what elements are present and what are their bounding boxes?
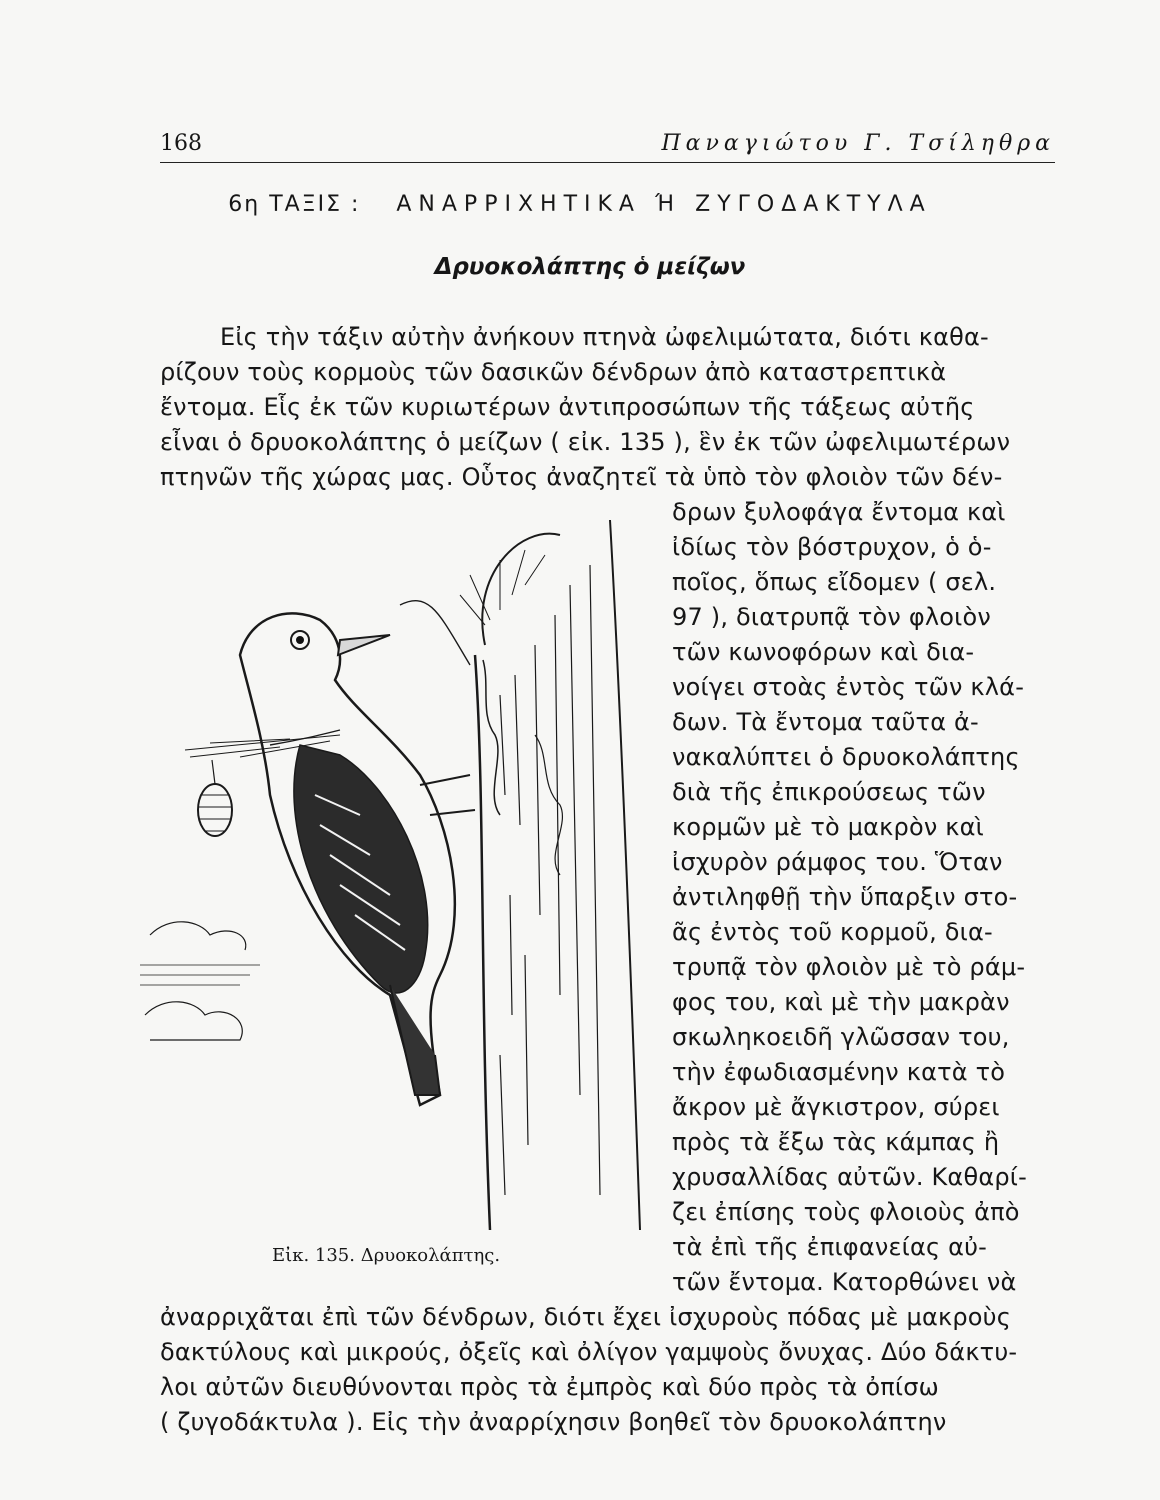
text-line: ἔντομα. Εἷς ἐκ τῶν κυριωτέρων ἀντιπροσώπων τῆς τάξεως αὐτῆς bbox=[160, 393, 975, 421]
text-line: τῶν ἔντομα. Κατορθώνει νὰ bbox=[672, 1268, 1017, 1296]
text-line: δακτύλους καὶ μικρούς, ὀξεῖς καὶ ὀλίγον γαμψοὺς ὄνυχας. Δύο δάκτυ- bbox=[160, 1338, 1018, 1366]
text-line: ( ζυγοδάκτυλα ). Εἰς τὴν ἀναρρίχησιν βοηθεῖ τὸν δρυοκολάπτην bbox=[160, 1408, 947, 1436]
text-line: διὰ τῆς ἐπικρούσεως τῶν bbox=[672, 778, 986, 806]
order-heading bbox=[0, 192, 1160, 217]
text-line: εἶναι ὁ δρυοκολάπτης ὁ μείζων ( εἰκ. 135 ), ἓν ἐκ τῶν ὠφελιμωτέρων bbox=[160, 428, 1011, 456]
text-line: τὰ ἐπὶ τῆς ἐπιφανείας αὐ- bbox=[672, 1233, 988, 1261]
text-line: ἄκρον μὲ ἄγκιστρον, σύρει bbox=[672, 1093, 1000, 1121]
text-line: κορμῶν μὲ τὸ μακρὸν καὶ bbox=[672, 813, 984, 841]
running-author: Παναγιώτου Γ. Τσίληθρα bbox=[661, 131, 1055, 156]
woodpecker-drawing bbox=[240, 613, 475, 1105]
text-line: λοι αὐτῶν διευθύνονται πρὸς τὰ ἐμπρὸς καὶ δύο πρὸς τὰ ὀπίσω bbox=[160, 1373, 939, 1401]
page-number: 168 bbox=[160, 131, 202, 156]
species-title: Δρυοκολάπτης ὁ μείζων bbox=[434, 254, 746, 280]
text-line: ζει ἐπίσης τοὺς φλοιοὺς ἀπὸ bbox=[672, 1198, 1020, 1226]
text-line: νακαλύπτει ὁ δρυοκολάπτης bbox=[672, 743, 1020, 771]
text-line: νοίγει στοὰς ἐντὸς τῶν κλά- bbox=[672, 673, 1025, 701]
tree-trunk-drawing bbox=[475, 520, 640, 1230]
text-line: σκωληκοειδῆ γλῶσσαν του, bbox=[672, 1023, 1010, 1051]
order-number: 6η ΤΑΞΙΣ : bbox=[228, 192, 361, 217]
text-line: ἰδίως τὸν βόστρυχον, ὁ ὁ- bbox=[672, 533, 992, 561]
cloud-drawing bbox=[140, 922, 260, 1040]
text-line: ἀναρριχᾶται ἐπὶ τῶν δένδρων, διότι ἔχει ἰσχυροὺς πόδας μὲ μακροὺς bbox=[160, 1303, 1012, 1331]
figure-caption: Εἰκ. 135. Δρυοκολάπτης. bbox=[272, 1245, 501, 1266]
text-line: πτηνῶν τῆς χώρας μας. Οὗτος ἀναζητεῖ τὰ ὑπὸ τὸν φλοιὸν τῶν δέν- bbox=[160, 463, 1003, 491]
text-line: χρυσαλλίδας αὐτῶν. Καθαρί- bbox=[672, 1163, 1027, 1191]
text-line: 97 ), διατρυπᾷ τὸν φλοιὸν bbox=[672, 603, 991, 631]
text-line: τῶν κωνοφόρων καὶ δια- bbox=[672, 638, 975, 666]
order-name: ΑΝΑΡΡΙΧΗΤΙΚΑ Ή ΖΥΓΟΔΑΚΤΥΛΑ bbox=[396, 192, 932, 217]
text-line: Εἰς τὴν τάξιν αὐτὴν ἀνήκουν πτηνὰ ὠφελιμώτατα, διότι καθα- bbox=[220, 323, 989, 351]
text-line: τὴν ἐφωδιασμένην κατὰ τὸ bbox=[672, 1058, 1006, 1086]
text-line: πρὸς τὰ ἔξω τὰς κάμπας ἢ bbox=[672, 1128, 1000, 1156]
text-line: ποῖος, ὅπως εἴδομεν ( σελ. bbox=[672, 568, 997, 596]
pine-cone-drawing bbox=[198, 760, 232, 836]
text-line: δων. Τὰ ἔντομα ταῦτα ἀ- bbox=[672, 708, 979, 736]
text-line: ρίζουν τοὺς κορμοὺς τῶν δασικῶν δένδρων ἀπὸ καταστρεπτικὰ bbox=[160, 358, 947, 386]
running-header bbox=[160, 128, 1055, 163]
text-line: ἀντιληφθῇ τὴν ὕπαρξιν στο- bbox=[672, 883, 1018, 911]
text-line: ἰσχυρὸν ράμφος του. Ὅταν bbox=[672, 848, 1003, 876]
text-line: τρυπᾷ τὸν φλοιὸν μὲ τὸ ράμ- bbox=[672, 953, 1026, 981]
text-line: δρων ξυλοφάγα ἔντομα καὶ bbox=[672, 498, 1006, 526]
text-line: φος του, καὶ μὲ τὴν μακρὰν bbox=[672, 988, 1010, 1016]
text-line: ᾶς ἐντὸς τοῦ κορμοῦ, δια- bbox=[672, 918, 993, 946]
woodpecker-illustration bbox=[140, 495, 670, 1245]
